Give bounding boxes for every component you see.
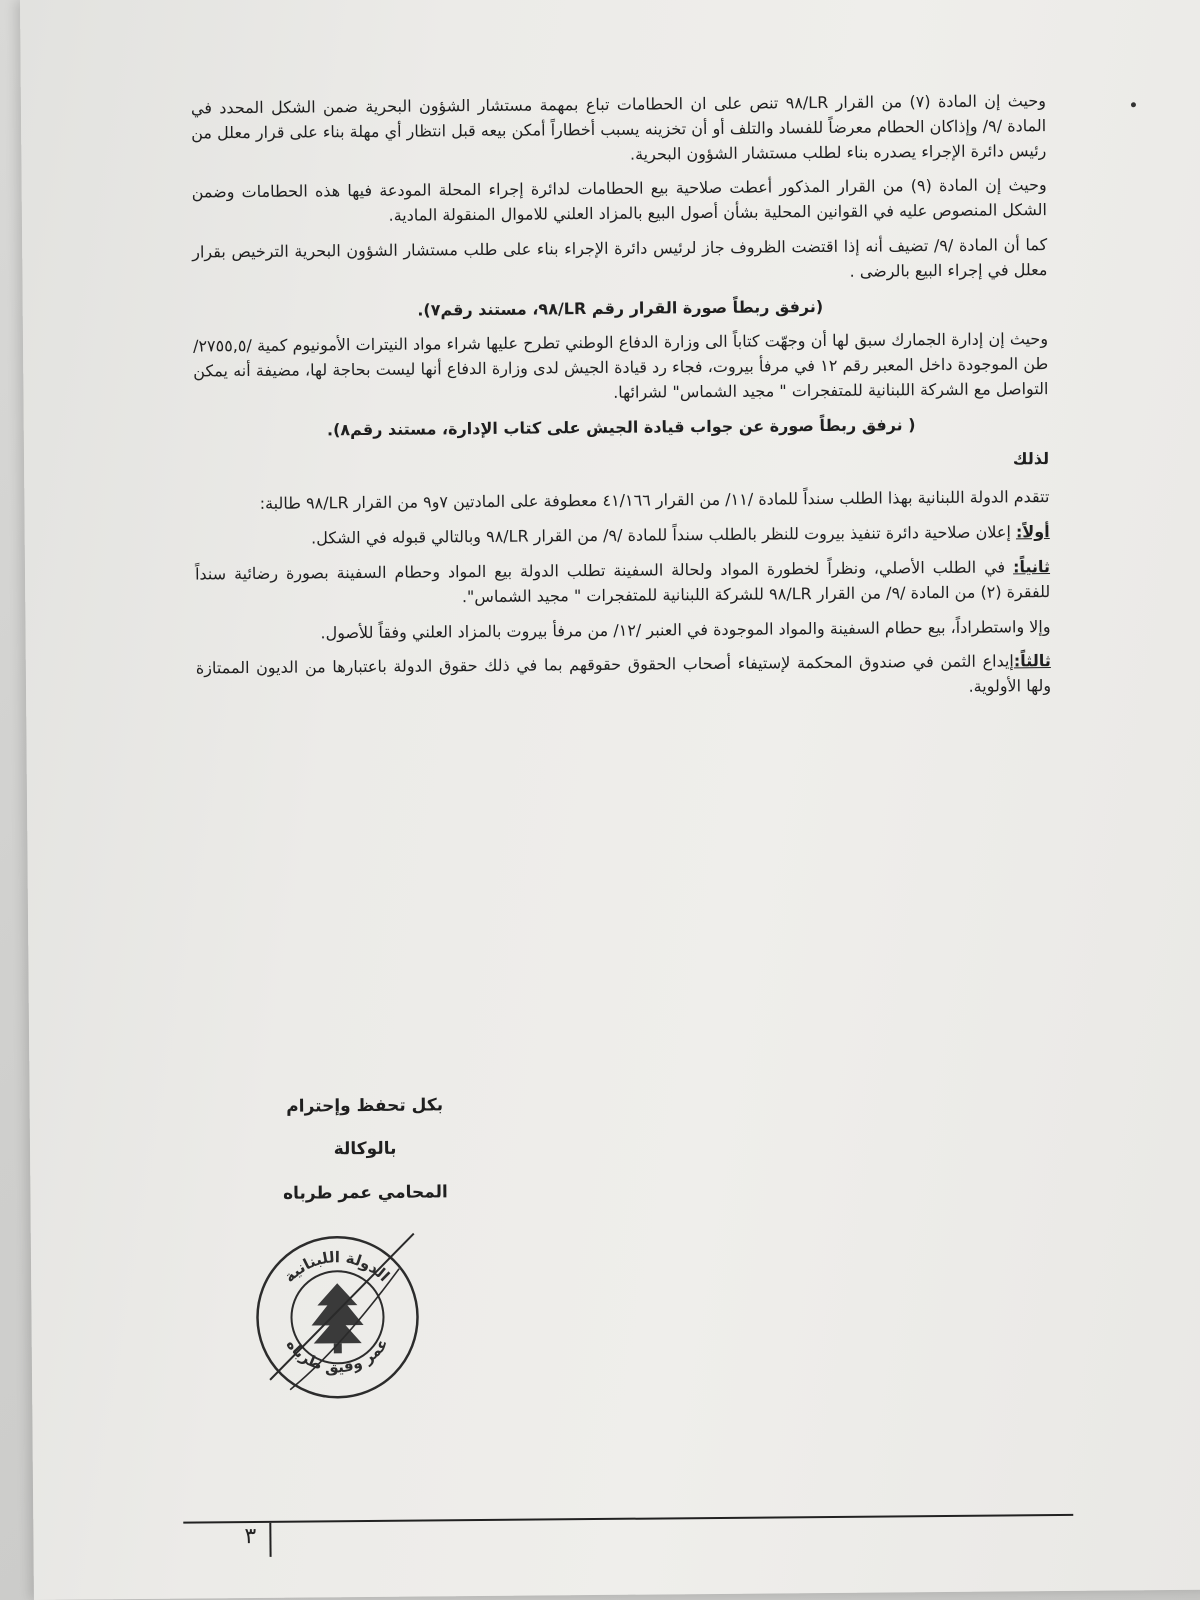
- signature-block: [254, 1084, 475, 1216]
- paragraph-article-9-addition: كما أن المادة /٩/ تضيف أنه إذا اقتضت الظروف جاز لرئيس دائرة الإجراء بناء على طلب مستشار الشؤون البحرية الترخيص بقرار معلل في إجراء البيع بالرضى .: [192, 235, 1048, 281]
- first-text: إعلان صلاحية دائرة تنفيذ بيروت للنظر بالطلب سنداً للمادة /٩/ من القرار LR/٩٨ وبالتالي قبوله في الشكل.: [310, 522, 1017, 548]
- stamp-top-text: الدولة اللبنانية: [280, 1248, 394, 1286]
- document-body: [191, 89, 1051, 716]
- page-number-divider: [269, 1523, 271, 1557]
- attachment-note-8: ( نرفق ربطاً صورة عن جواب قيادة الجيش على كتاب الإدارة، مستند رقم٨).: [326, 414, 916, 440]
- official-stamp: [249, 1229, 426, 1406]
- request-second-alternative: وإلا واستطراداً، بيع حطام السفينة والمواد الموجودة في العنبر /١٢/ من مرفأ بيروت بالمزاد العلني وفقاً للأصول.: [320, 616, 1051, 642]
- attachment-note-7: (نرفق ربطاً صورة القرار رقم LR/٩٨، مستند رقم٧).: [417, 296, 824, 320]
- paragraph-customs: وحيث إن إدارة الجمارك سبق لها أن وجهّت كتاباً الى وزارة الدفاع الوطني تطرح عليها شراء مواد النيترات الأمونيوم كمية /٢٧٥٥,٥/ طن الموجودة داخل المعبر رقم ١٢ في مرفأ بيروت، فجاء رد قيادة الجيش لدى وزارة الدفاع أنها ليست بحاجة لها، مضيفة أنه يمكن التواصل مع الشركة اللبنانية للمتفجرات " مجيد الشماس" لشرائها.: [192, 329, 1049, 402]
- request-first: [195, 520, 1050, 552]
- paragraph-article-7: وحيث إن المادة (٧) من القرار LR/٩٨ تنص على ان الحطامات تباع بمهمة مستشار الشؤون البحرية ضمن الشكل المحدد في المادة /٩/ وإذاكان الحطام معرضاً للفساد والتلف أو أن تخزينه يسبب أخطاراً أمكن بيعه قبل انتظار أي مهلة بناء على قرار معلل من رئيس دائرة الإجراء يصدره بناء لطلب مستشار الشؤون البحرية.: [190, 91, 1047, 164]
- second-text: في الطلب الأصلي، ونظراً لخطورة المواد ولحالة السفينة تطلب الدولة بيع المواد وحطام السفينة بصورة رضائية سنداً للفقرة (٢) من المادة /٩/ من القرار LR/٩٨ للشركة اللبنانية للمتفجرات " مجيد الشماس".: [194, 557, 1051, 606]
- lawyer-name: المحامي عمر طرباه: [282, 1182, 448, 1204]
- request-second: [195, 555, 1050, 612]
- closing-line: بكل تحفظ وإحترام: [286, 1095, 444, 1117]
- document-page: [20, 0, 1200, 1600]
- second-label: ثانياً:: [1012, 556, 1051, 577]
- footer-rule: [183, 1514, 1073, 1524]
- request-intro: تتقدم الدولة اللبنانية بهذا الطلب سنداً للمادة /١١/ من القرار ٤١/١٦٦ معطوفة على المادتين ٧و٩ من القرار LR/٩٨ طالبة:: [259, 487, 1050, 514]
- therefore-heading: لذلك: [1012, 448, 1050, 468]
- third-label: ثالثاً:: [1013, 651, 1051, 671]
- stamp-bottom-text: عمر وفيق طرباه: [282, 1334, 392, 1377]
- paragraph-article-9: وحيث إن المادة (٩) من القرار المذكور أعطت صلاحية بيع الحطامات لدائرة إجراء المحلة المودعة فيها هذه الحطامات وضمن الشكل المنصوص عليه في القوانين المحلية بشأن أصول البيع بالمزاد العلني للاموال المنقولة المادية.: [191, 175, 1047, 225]
- page-mark: [1131, 102, 1136, 107]
- third-text: إيداع الثمن في صندوق المحكمة لإستيفاء أصحاب الحقوق حقوقهم بما في ذلك حقوق الدولة باعتبارها من الديون الممتازة ولها الأولوية.: [195, 651, 1052, 696]
- request-third: [196, 649, 1051, 706]
- page-number: ٣: [244, 1523, 257, 1550]
- proxy-line: بالوكالة: [333, 1139, 397, 1160]
- first-label: أولاً:: [1015, 522, 1050, 542]
